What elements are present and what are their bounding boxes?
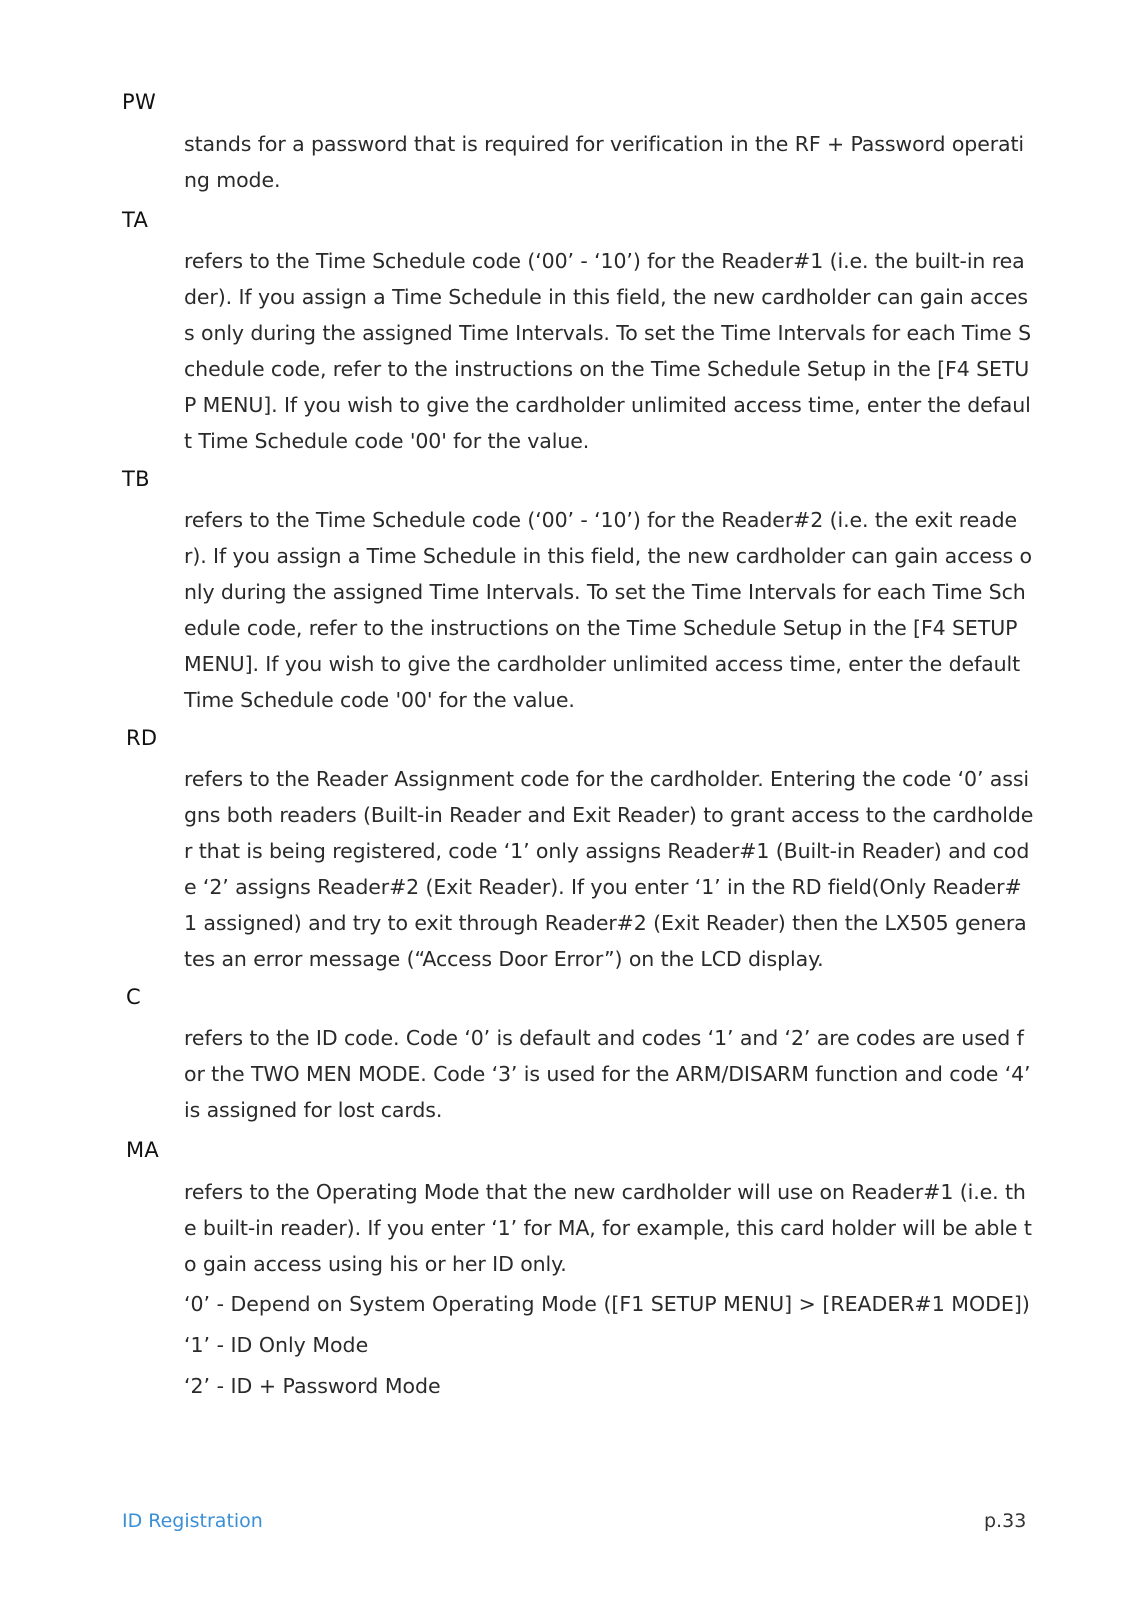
- term-rd: RD: [126, 726, 158, 750]
- definition-rd: refers to the Reader Assignment code for the cardholder. Entering the code ‘0’ assigns both readers (Built-in Reader and Exit Reader) to grant access to the cardholder that is being registered, code ‘1’ only assigns Reader#1 (Built-in Reader) and code ‘2’ assigns Reader#2 (Exit Reader). If you enter ‘1’ in the RD field(Only Reader#1 assigned) and try to exit through Reader#2 (Exit Reader) then the LX505 generates an error message (“Access Door Error”) on the LCD display.: [184, 767, 1034, 971]
- definition-pw: stands for a password that is required for verification in the RF + Password operating mode.: [184, 132, 1025, 192]
- option-item: ‘1’ - ID Only Mode: [184, 1333, 369, 1357]
- term-tb: TB: [122, 467, 150, 491]
- definition-c: refers to the ID code. Code ‘0’ is default and codes ‘1’ and ‘2’ are codes are used for the TWO MEN MODE. Code ‘3’ is used for the ARM/DISARM function and code ‘4’ is assigned for lost cards.: [184, 1026, 1031, 1122]
- definition-tb: refers to the Time Schedule code (‘00’ - ‘10’) for the Reader#2 (i.e. the exit reader). If you assign a Time Schedule in this field, the new cardholder can gain access only during the assigned Time Intervals. To set the Time Intervals for each Time Schedule code, refer to the instructions on the Time Schedule Setup in the [F4 SETUP MENU]. If you wish to give the cardholder unlimited access time, enter the default Time Schedule code '00' for the value.: [184, 508, 1032, 712]
- term-pw: PW: [122, 90, 157, 114]
- term-c: C: [126, 985, 141, 1009]
- option-item: ‘2’ - ID + Password Mode: [184, 1374, 441, 1398]
- footer-section-title: ID Registration: [122, 1510, 263, 1532]
- term-ta: TA: [122, 208, 149, 232]
- definition-ma: refers to the Operating Mode that the new cardholder will use on Reader#1 (i.e. the built-in reader). If you enter ‘1’ for MA, for example, this card holder will be able to gain access using his or her ID only.: [184, 1180, 1032, 1276]
- definition-ta: refers to the Time Schedule code (‘00’ - ‘10’) for the Reader#1 (i.e. the built-in reader). If you assign a Time Schedule in this field, the new cardholder can gain access only during the assigned Time Intervals. To set the Time Intervals for each Time Schedule code, refer to the instructions on the Time Schedule Setup in the [F4 SETUP MENU]. If you wish to give the cardholder unlimited access time, enter the default Time Schedule code '00' for the value.: [184, 249, 1032, 453]
- page-number: p.33: [984, 1510, 1027, 1532]
- option-item: ‘0’ - Depend on System Operating Mode ([F1 SETUP MENU] > [READER#1 MODE]): [184, 1292, 1030, 1316]
- term-ma: MA: [126, 1138, 160, 1162]
